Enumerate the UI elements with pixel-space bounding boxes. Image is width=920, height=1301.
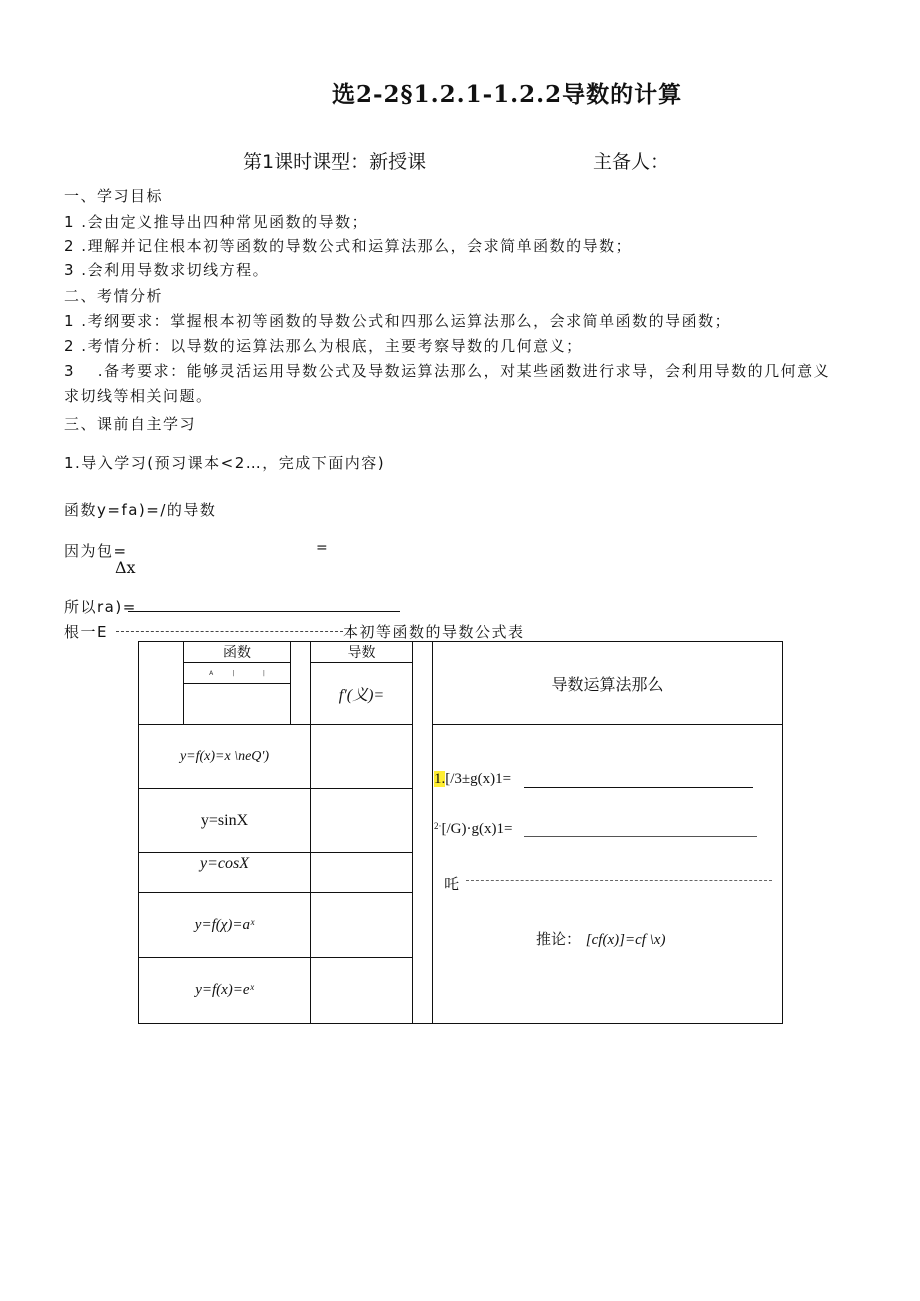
list-item: 2 .理解并记住根本初等函数的导数公式和运算法那么，会求简单函数的导数； [64,237,633,255]
because-line: 因为包= [64,542,128,560]
derivative-cell[interactable] [311,853,413,893]
quotient-rule: 吒 [444,875,460,893]
function-cell-power: y=f(x)=x \neQ') [139,725,311,789]
preview-intro: 1.导入学习(预习课本<2…，完成下面内容) [64,454,386,472]
caption-leader-line [116,631,343,632]
section-heading: 一、学习目标 [64,187,164,205]
list-item: 2 .考情分析：以导数的运算法那么为根底，主要考察导数的几何意义； [64,337,583,355]
equals-sign: = [316,540,328,556]
lesson-info: 第1课时课型：新授课 [243,151,427,173]
therefore-line: 所以ra)= [64,598,137,616]
corollary-formula: [cf(x)]=cf \x) [585,932,666,948]
list-item: 3 .会利用导数求切线方程。 [64,261,270,279]
rules-cell [433,725,783,1024]
derivative-cell[interactable] [311,958,413,1024]
table-caption: 本初等函数的导数公式表 [343,623,525,641]
list-item: 3 .备考要求：能够灵活运用导数公式及导数运算法那么，对某些函数进行求导，会利用导数的几何意义 [64,362,831,380]
rule-text: [/3±g(x)1= [445,771,512,787]
rule-text: [/G)·g(x)1= [441,821,513,837]
rules-header: 导数运算法那么 [433,642,783,725]
function-line: 函数y=fa)=/的导数 [64,501,217,519]
list-item: 1 .会由定义推导出四种常见函数的导数； [64,213,369,231]
delta-x-label: Δx [115,558,136,577]
section-heading: 三、课前自主学习 [64,415,197,433]
sum-rule [434,771,511,788]
corollary-label: 推论： [536,930,582,948]
answer-blank[interactable] [128,611,400,612]
rule-number: 1. [434,771,446,787]
function-cell-exponential: y=f(χ)=aˣ [139,893,311,958]
header-tiny-mark: A | | [184,663,291,684]
section-heading: 二、考情分析 [64,287,164,305]
column-header-function: 函数 [184,642,291,663]
table-caption-left: 根一E [64,623,108,641]
list-item: 求切线等相关问题。 [64,387,213,405]
column-header-derivative: 导数 [311,642,413,663]
preparer-label: 主备人： [593,151,670,173]
list-item: 1 .考纲要求：掌握根本初等函数的导数公式和四那么运算法那么，会求简单函数的导函数； [64,312,732,330]
function-cell-natural-exp: y=f(x)=eˣ [139,958,311,1024]
product-rule [434,821,512,838]
function-cell-sin: y=sinX [139,789,311,853]
answer-blank[interactable] [524,836,757,837]
derivative-cell[interactable] [311,893,413,958]
derivative-cell[interactable] [311,725,413,789]
rule-number: 2· [434,821,442,831]
answer-blank[interactable] [466,880,772,881]
derivative-cell[interactable] [311,789,413,853]
page-title: 选2-2§1.2.1-1.2.2导数的计算 [332,81,683,108]
derivative-label: f′(义)= [311,663,413,725]
corollary [536,928,665,949]
function-cell-cos: y=cosX [139,853,311,893]
answer-blank[interactable] [524,787,753,788]
